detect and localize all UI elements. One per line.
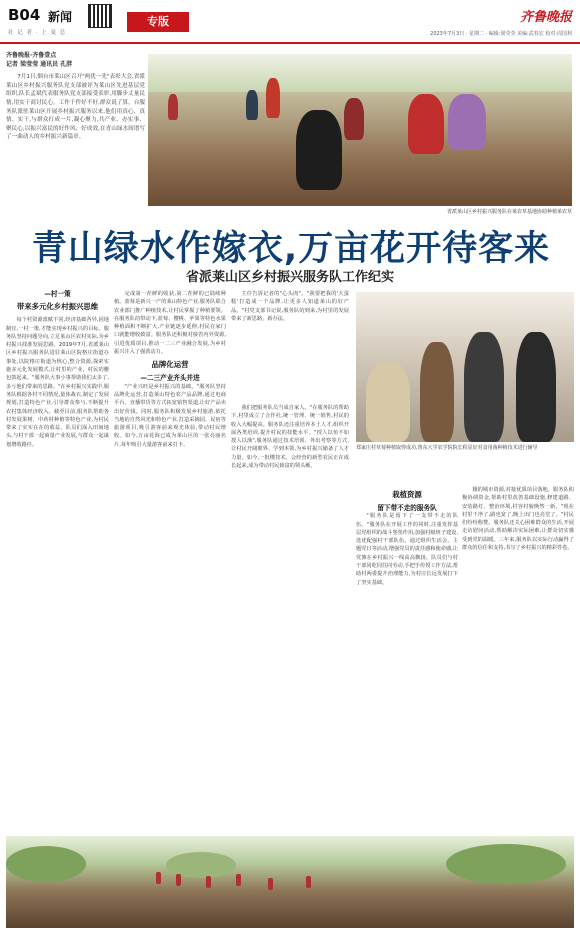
photo-tree — [6, 846, 86, 882]
page-header — [0, 0, 580, 44]
section-2-title: 品牌化运营 — [151, 360, 189, 370]
section-2-kicker: —二三产业齐头并进 — [140, 374, 200, 383]
article-column-4 — [356, 486, 458, 828]
photo-figure — [246, 90, 258, 120]
photo-sky — [148, 54, 572, 92]
special-edition-badge: 专版 — [127, 12, 189, 32]
edition-meta: 2023年7月3日 · 星期二 · 编辑:梁莹莹 美编:武春宏 校对:周国利 — [430, 31, 572, 37]
photo-figure — [448, 94, 486, 150]
photo-worker — [206, 876, 211, 888]
subheadline: 省派莱山区乡村振兴服务队工作纪实 — [185, 270, 394, 285]
lead-block — [6, 52, 145, 142]
photo-figure — [366, 362, 410, 442]
photo-worker — [156, 872, 161, 884]
lead-reporters: 记者 梁莹莹 通讯员 孔胖 — [6, 60, 73, 68]
photo-worker — [306, 876, 311, 888]
photo-worker — [236, 874, 241, 886]
section-1-kicker: —村一策 — [44, 290, 71, 298]
newspaper-logo: 齐鲁晚报 — [519, 10, 572, 25]
lead-text: 7月1日,烟台市莱山区召开"两优一先"表彰大会,省派莱山区乡村振兴服务队党支部被评为莱山区先进基层党组织,队长孟斌代表服务队党支部接受表彰,用脚步丈量民情,用实干商讨民心。工作千件好不好,群众说了算。自服务队派驻莱山区开展乡村振兴服务以来,他们用真心、真情、实干,与群众打成一片,凝心聚力,共产业、办实事、聚民心,以振兴富民的好作风、好成效,在青山绿水间谱写了一曲动人的乡村振兴新篇章。 — [6, 74, 145, 141]
body-paragraph: 每个村资源禀赋不同,经济基础各异,因地制宜,一村一策,才能实现乡村振兴的目标。服务队坚持问题导向,立足莱山区农村实际,为乡村振兴找准发展思路。2019年7月,省派莱山区乡村振兴服务队进驻莱山区院格庄街道办事处,以院格庄街道为核心,整合资源,探索实施多元化发展模式,让村里的产业、村民的腰包鼓起来。"服务队大事小事帮助我们太多了,多亏他们带来的思路。"在乡村振兴实践中,服务队根据各村不同情况,量体裁衣,制定了发展规划,打造特色产业,引导群众参与,不断提升农村集体经济收入。截至目前,服务队帮助各村发展果树、中药材种植等特色产业,为村民带来了实实在在的收益。队员们深入田间地头,与村干部一起商量产业发展,与群众一起谋划增收路径。 — [6, 317, 109, 448]
photo-figure — [344, 98, 364, 140]
body-paragraph: "服务队是留下了一支带不走的队伍。"服务队在开展工作的同时,注重发挥基层党组织的战斗堡垒作用,加强村级班子建设,选优配强村干部队伍。通过组织生活会、主题党日等活动,增强党员的责任感和使命感,让党旗在乡村振兴一线高高飘扬。队员们与村干部同吃同住同劳动,手把手传授工作方法,帮助村两委提升治理能力,为村庄长远发展打下了坚实基础。 — [356, 513, 458, 586]
mid-photo — [356, 292, 574, 442]
body-paragraph: 籍的城市资源,对接优质项目落地。服务队积极协调资金,帮助村里改善基础设施,修建道路、安装路灯、整治环境,村容村貌焕然一新。"现在村里干净了,路也宽了,晚上出门也亮堂了。"村民们纷纷称赞。服务队还关心困难群众的生活,开展走访慰问活动,帮助解决实际困难,让群众切实感受到党的温暖。三年来,服务队以实际行动赢得了群众的信任和支持,书写了乡村振兴的精彩答卷。 — [462, 487, 574, 552]
photo-figure — [168, 94, 178, 120]
photo-figure — [408, 94, 444, 154]
body-paragraph: 我们把服务队员当成自家人。"在服务队的帮助下,村里成立了合作社,统一管理、统一销售,村民的收入大幅提高。服务队还注重培养本土人才,组织开展各类培训,提升村民的技能水平。"授人以鱼不如授人以渔",服务队通过技术培训、外出考察等方式,让村民开阔眼界、学到本领,为乡村振兴储备了人才力量。如今,一批懂技术、会经营的新型农民正在成长起来,成为带动村民致富的领头雁。 — [231, 405, 349, 470]
photo-figure — [266, 78, 280, 118]
bottom-photo — [6, 836, 574, 928]
section-name: 新闻 — [48, 10, 73, 24]
top-photo — [148, 54, 572, 206]
body-paragraph: 完成第一茬鲜的收获,第二茬鲜的已陆续种植。蓝莓是新兴一产的莱山特色产业,服务队联合农业部门推广种植技术,让村民掌握了种植要领。在服务队的带动下,蓝莓、樱桃、苹果等特色水果种植面积不断扩大,产业链逐步延伸,村民在家门口就能增收致富。服务队还积极对接省内外资源,引进优质项目,推动一二三产业融合发展,为乡村振兴注入了强劲动力。 — [114, 291, 226, 356]
top-photo-caption: 省派莱山区乡村振兴服务队在莱农草基地协助种植莱农草 — [446, 209, 572, 215]
body-paragraph: "产业兴旺是乡村振兴的基础。"服务队坚持品牌化运营,打造莱山特色农产品品牌,通过电商平台、直播带货等方式拓宽销售渠道,让好产品卖出好价钱。同时,服务队积极发展乡村旅游,依托当地的自然风光和特色产业,打造采摘园、民宿等旅游项目,吸引游客前来观光体验,带动村民增收。如今,万亩花海已成为莱山区的一张亮丽名片,每年吸引大量游客前来打卡。 — [114, 383, 226, 448]
page-number: B04 — [8, 6, 41, 24]
section-sub-info: 社 记 者 · 上 曼 总 — [8, 30, 67, 36]
article-column-1 — [6, 290, 109, 828]
section-1-title: 带来多元化乡村振兴思维 — [16, 302, 99, 312]
photo-figure — [516, 332, 556, 442]
photo-worker — [176, 874, 181, 886]
photo-tree — [446, 844, 566, 884]
article-column-2 — [114, 290, 226, 828]
photo-figure — [420, 342, 454, 442]
qr-code-icon[interactable] — [88, 4, 112, 28]
section-3-title: 栽植资源 — [392, 490, 422, 499]
article-column-3 — [231, 404, 349, 828]
article-column-5 — [462, 486, 574, 828]
photo-worker — [268, 878, 273, 890]
mid-photo-caption: 郑家庄村草莓种植取得成功,鲁东大学农学院院长程显好对食用菌种植技术进行辅导 — [356, 445, 538, 451]
photo-figure — [296, 110, 342, 190]
section-3-kicker: 留下带不走的服务队 — [377, 504, 437, 512]
body-paragraph: 主任告诉记者的"心头肉"。"我要把我的'大蛋糕'打造成一个品牌,让更多人知道莱山的好产品。"村党支部书记说,服务队的到来,为村里的发展带来了新思路、新办法。 — [231, 291, 349, 322]
article-column-3-top — [231, 290, 349, 398]
headline: 青山绿水作嫁衣,万亩花开待客来 — [31, 229, 551, 269]
lead-source: 齐鲁晚报·齐鲁壹点 — [6, 52, 57, 59]
photo-figure — [464, 332, 504, 442]
